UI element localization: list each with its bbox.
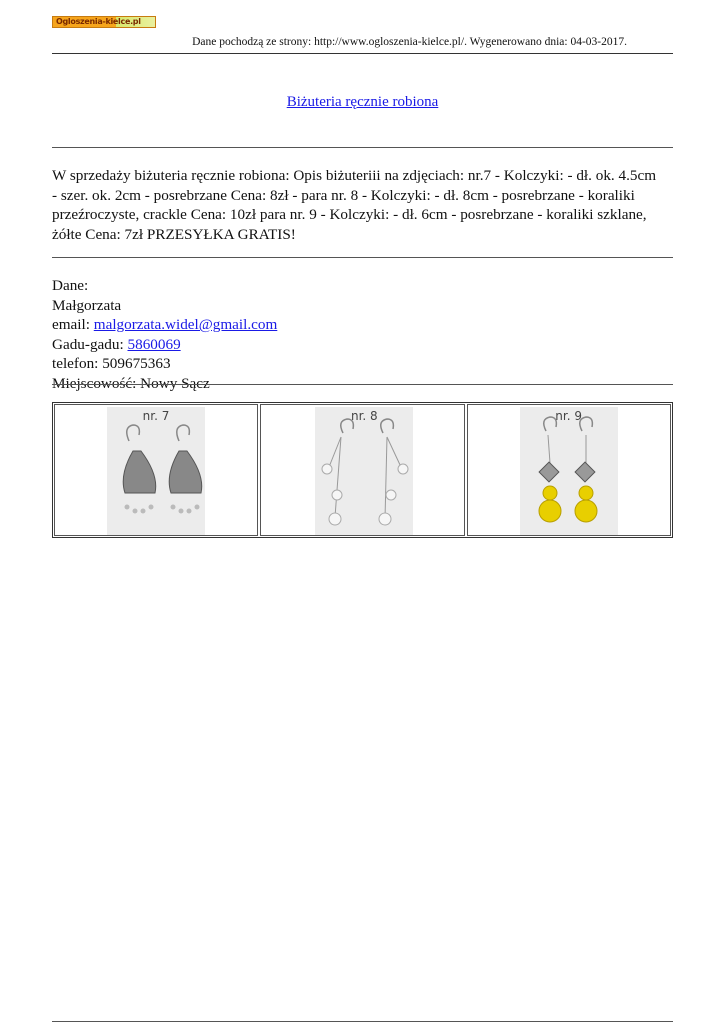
earring-8-drawing bbox=[315, 407, 413, 535]
city-value: Nowy Sącz bbox=[140, 374, 210, 392]
photo-gallery bbox=[52, 402, 673, 538]
earring-9-drawing bbox=[520, 407, 618, 535]
contact-name: Małgorzata bbox=[52, 296, 122, 314]
site-logo bbox=[52, 16, 156, 28]
contact-divider bbox=[52, 384, 673, 385]
contact-gg-row bbox=[52, 335, 277, 355]
source-line: Dane pochodzą ze strony: http://www.ogloszenia-kielce.pl/. Wygenerowano dnia: 04-03-2017. bbox=[192, 36, 627, 48]
title-divider bbox=[52, 147, 673, 148]
gg-label: Gadu-gadu: bbox=[52, 335, 128, 353]
photo-cell-8 bbox=[260, 404, 464, 536]
earring-photo-8[interactable] bbox=[315, 407, 413, 535]
contact-email-row bbox=[52, 315, 277, 335]
footer-divider bbox=[52, 1021, 673, 1022]
phone-value: 509675363 bbox=[102, 355, 171, 372]
description-divider bbox=[52, 257, 673, 258]
photo-cell-9 bbox=[467, 404, 671, 536]
phone-label: telefon: bbox=[52, 355, 103, 372]
earring-7-drawing bbox=[107, 407, 205, 535]
photo-cell-7 bbox=[54, 404, 258, 536]
photo-label-7: nr. 7 bbox=[142, 409, 170, 423]
contact-phone-row bbox=[52, 354, 277, 374]
earring-photo-7[interactable] bbox=[107, 407, 205, 535]
email-label: email: bbox=[52, 316, 94, 333]
earring-photo-9[interactable] bbox=[520, 407, 618, 535]
photo-label-9: nr. 9 bbox=[555, 409, 582, 423]
header-divider bbox=[52, 53, 673, 54]
logo-text: Ogloszenia-kielce.pl bbox=[56, 17, 141, 26]
gg-link[interactable]: 5860069 bbox=[127, 335, 181, 353]
city-label: Miejscowość: bbox=[52, 374, 141, 392]
photo-label-8: nr. 8 bbox=[350, 409, 378, 423]
contact-heading: Dane: bbox=[52, 277, 89, 294]
contact-block bbox=[52, 276, 277, 393]
listing-description: W sprzedaży biżuteria ręcznie robiona: Opis biżuteriii na zdjęciach: nr.7 - Kolczyki: - dł. ok. 4.5cm - szer. ok. 2cm - posrebrzane Cena: 8zł - para nr. 8 - Kolczyki: - dł. 8cm - posrebrzane - koraliki przeźroczyste, crackle Cena: 10zł para nr. 9 - Kolczyki: - dł. 6cm - posrebrzane - koraliki szklane, żółte Cena: 7zł PRZESYŁKA GRATIS! bbox=[52, 167, 657, 243]
email-link[interactable]: malgorzata.widel@gmail.com bbox=[93, 316, 278, 333]
listing-title-link[interactable]: Biżuteria ręcznie robiona bbox=[286, 94, 439, 110]
